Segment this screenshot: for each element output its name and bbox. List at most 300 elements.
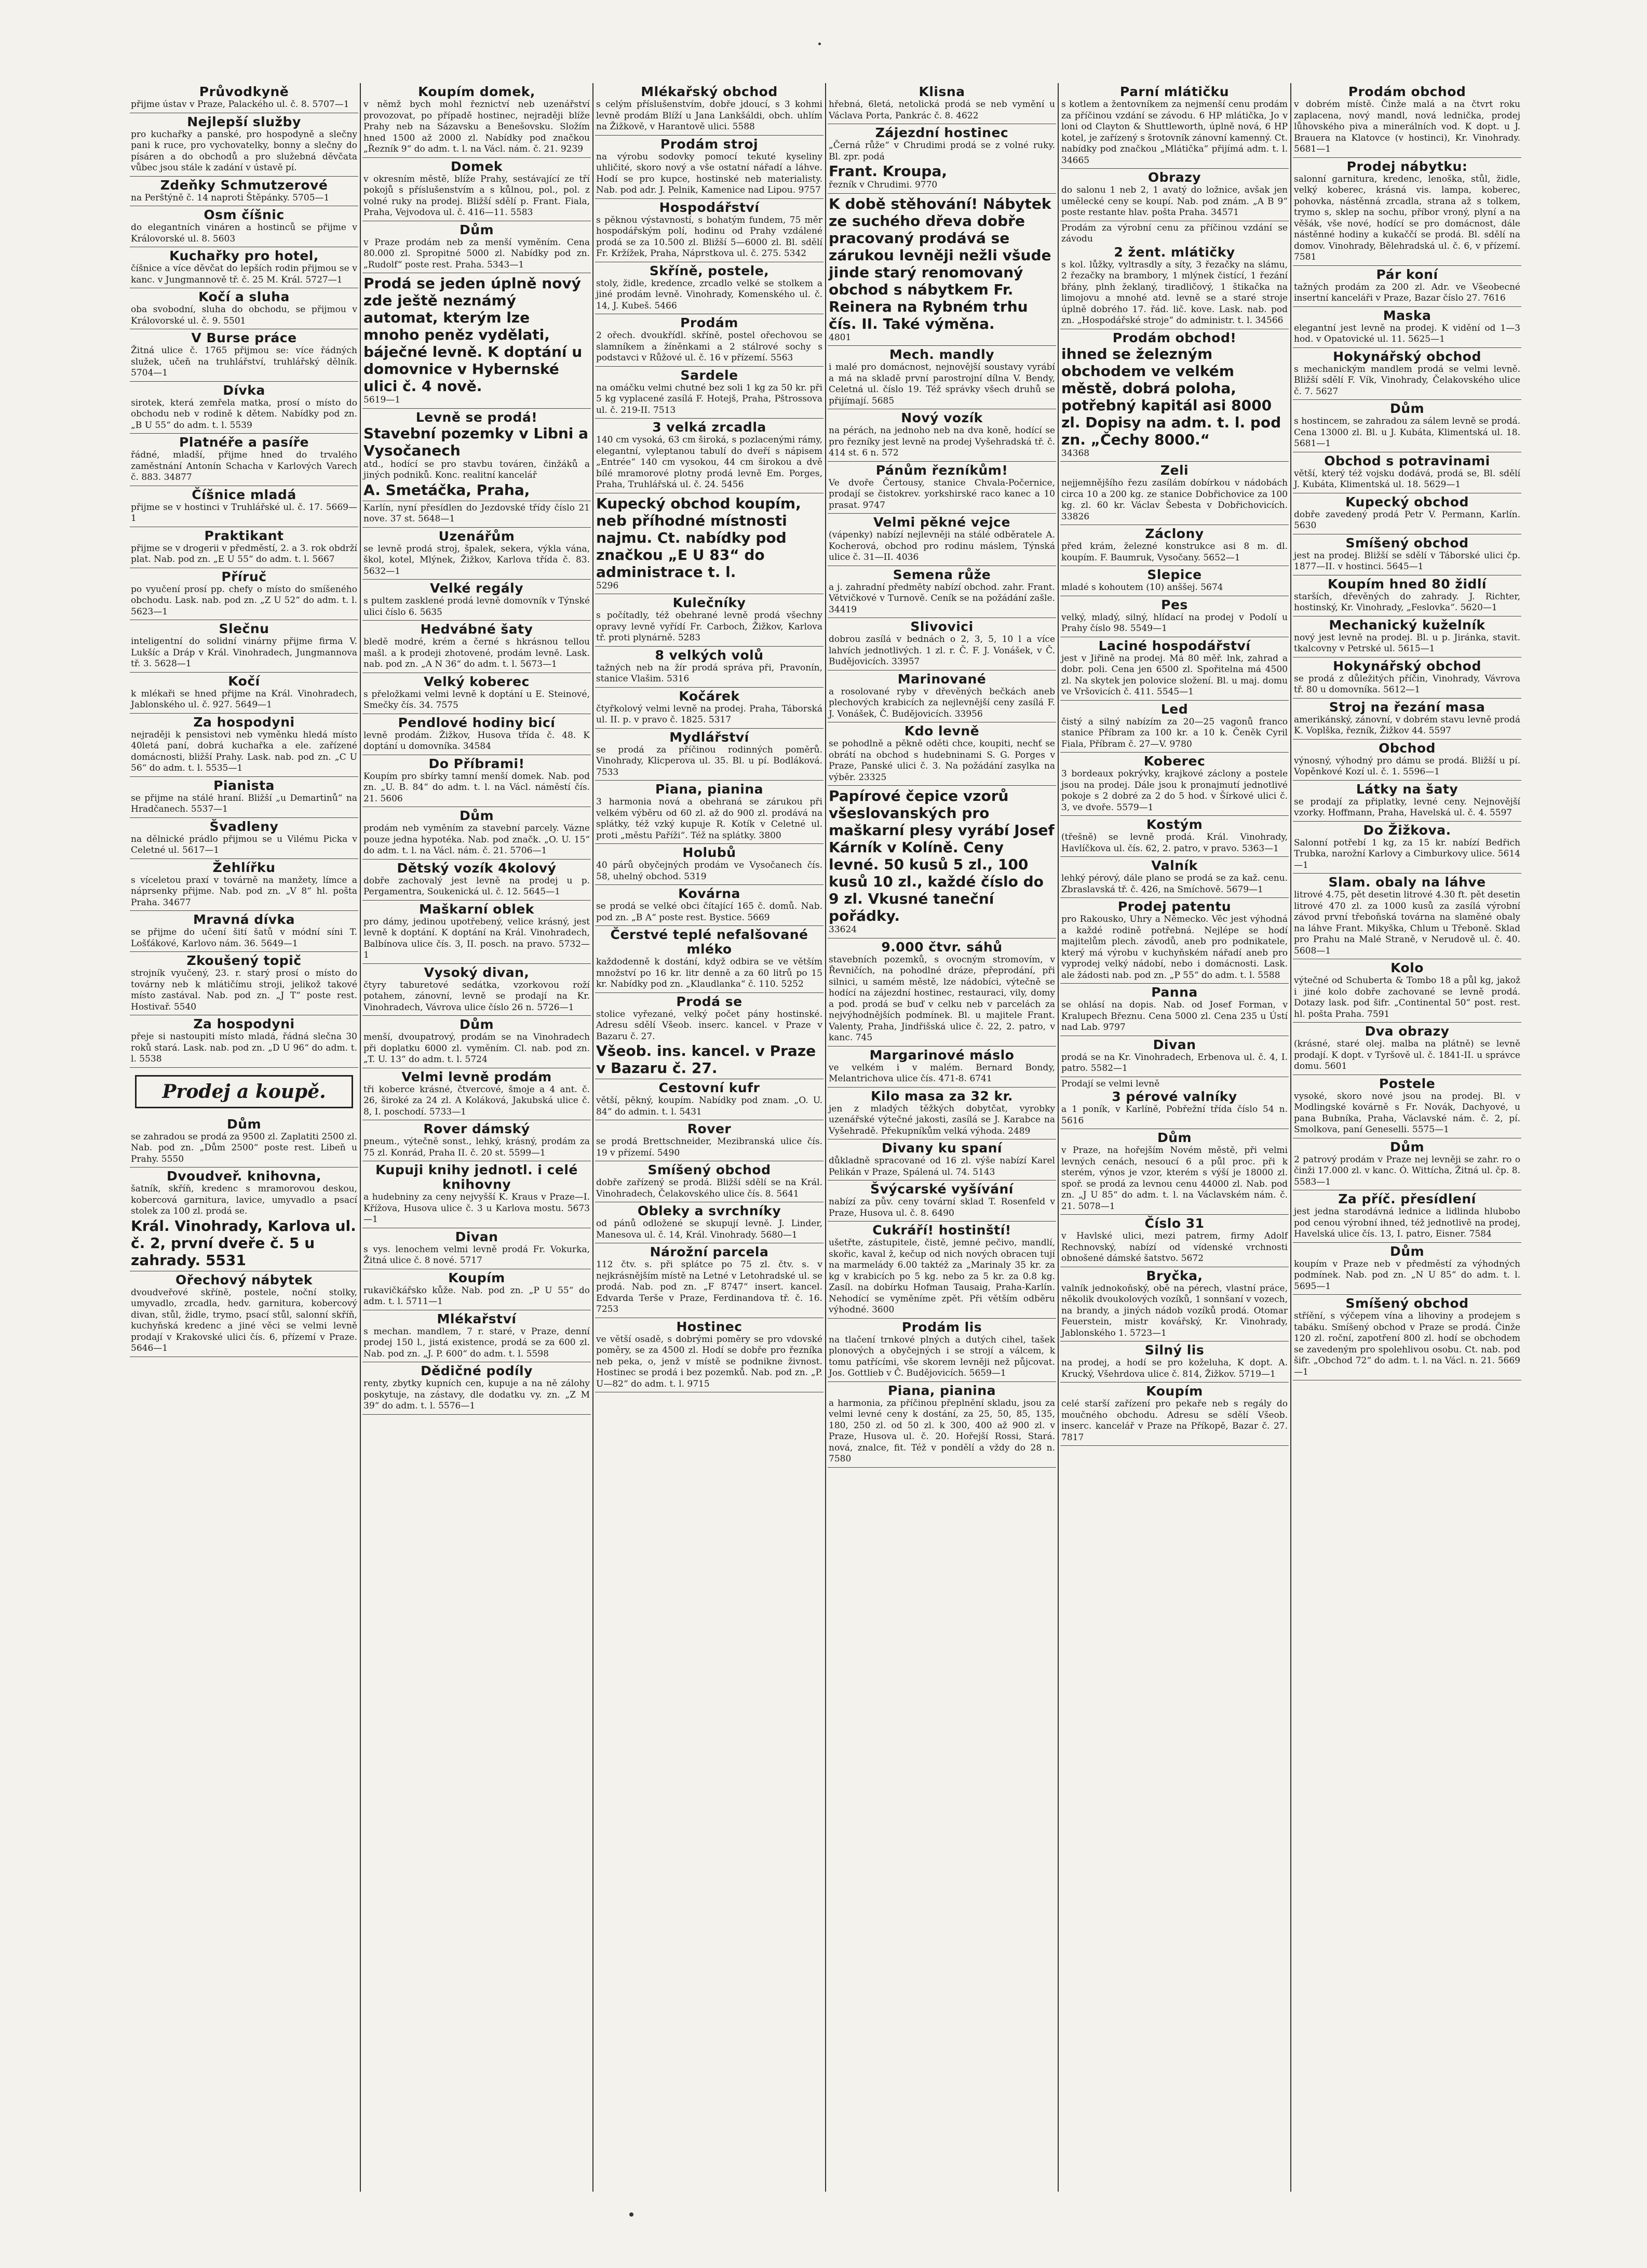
ad-body: 3 harmonia nová a obehraná se zárukou při velkém výběru od 60 zl. až do 900 zl. prodává na splátky, též vzký kupuje R. Kotík v Celetné ul. proti „městu Paříži“. Též na splátky. 3800 bbox=[596, 797, 822, 841]
classified-ad bbox=[595, 729, 824, 781]
ad-headline: Čerstvé teplé nefalšované mléko bbox=[610, 927, 808, 957]
ad-body: se prodá Brettschneider, Mezibranská ulice čís. 19 v přízemí. 5490 bbox=[596, 1136, 822, 1158]
ad-headline: Obrazy bbox=[1148, 170, 1202, 185]
ad-body: strojník vyučený, 23. r. starý prosí o místo do továrny neb k mlátičímu stroji, jelikož takové místo zastával. Nab. pod zn. „J T“ poste rest. Hostivař. 5540 bbox=[131, 968, 357, 1012]
ad-body: 5619—1 bbox=[363, 395, 401, 405]
ad-body: stoly, židle, kredence, zrcadlo velké se stolkem a jiné prodám levně. Vinohrady, Komenského ul. č. 14, J. Kubeš. 5466 bbox=[596, 278, 822, 311]
classified-ad bbox=[1060, 329, 1289, 462]
classified-ad bbox=[362, 221, 591, 274]
column-rule bbox=[1058, 83, 1059, 2192]
ad-headline: Semena růže bbox=[893, 567, 991, 582]
classified-ad bbox=[595, 262, 824, 315]
ad-body: s kotlem a žentovníkem za nejmenší cenu prodám za příčinou vzdání se závodu. 6 HP mlátička, Jo v loni od Clayton & Shuttleworth, úplně nová, 6 HP kotel, je zařízený s šrotovník zánovní kamenný. Ct. nabídky pod značkou „Mlátička“ přijímá adm. t. l. 34665 bbox=[1061, 99, 1288, 166]
ad-headline: Hokynářský obchod bbox=[1333, 658, 1481, 674]
classified-ad bbox=[130, 1015, 358, 1068]
classified-ad bbox=[130, 859, 358, 911]
ad-headline: Prodám obchod bbox=[1348, 84, 1466, 99]
ad-headline: Kuchařky pro hotel, bbox=[169, 248, 319, 263]
classified-ad bbox=[828, 670, 1056, 723]
classified-ad bbox=[362, 1068, 591, 1121]
ad-headline: Kočárek bbox=[679, 688, 740, 704]
ad-body: jest v Jiřině na prodej. Má 80 měř. lnk, zahrad a dobr. poli. Cena jen 6500 zl. Spořitelna má 4500 zl. Na skytek jen polovice složení. Bl. u maj. domu ve Vršovicích č. 411. 5545—1 bbox=[1061, 653, 1288, 697]
ad-headline: Obchod bbox=[1379, 740, 1436, 756]
ad-body: větší, pěkný, koupím. Nabídky pod znam. „O. U. 84“ do admin. t. l. 5431 bbox=[596, 1095, 822, 1117]
ad-headline: Dům bbox=[1389, 401, 1425, 416]
classified-ad bbox=[828, 618, 1056, 670]
ad-headline: Ořechový nábytek bbox=[175, 1272, 313, 1287]
ad-body: přijme se v drogerii v předměstí, 2. a 3. rok obdrží plat. Nab. pod zn. „E U 55“ do adm. t. l. 5667 bbox=[131, 543, 357, 565]
classified-ad bbox=[595, 493, 824, 595]
ad-headline: Klisna bbox=[919, 84, 965, 99]
ad-body: v Havlské ulici, mezi patrem, firmy Adolf Rechnovský, nabízí od vídenské vrchnosti obnošené dámské šatstvo. 5672 bbox=[1061, 1231, 1288, 1264]
classified-ad bbox=[1293, 1295, 1521, 1380]
ad-headline: Stroj na řezání masa bbox=[1329, 699, 1486, 715]
ad-body: elegantní jest levně na prodej. K vidění od 1—3 hod. v Opatovické ul. 11. 5625—1 bbox=[1294, 323, 1520, 344]
ad-body: sirotek, která zemřela matka, prosí o místo do obchodu neb v rodině k dětem. Nabídky pod zn. „B U 55“ do adm. t. l. 5539 bbox=[131, 397, 357, 431]
ad-body: s celým příslušenstvím, dobře jdoucí, s 3 kohmi levně prodám Blíží u Jana Lankšáldi, obch. uhlím na Žižkově, v Harantově ulici. 5588 bbox=[596, 99, 822, 132]
ad-headline: Velmi levně prodám bbox=[401, 1069, 552, 1084]
ad-body: 3 bordeaux pokrývky, krajkové záclony a postele jsou na prodej. Dále jsou k pronajmutí jednotlivé pokoje s 2 dobré za 2 do 5 hod. v Šírkové ulici č. 3, ve dvoře. 5579—1 bbox=[1061, 769, 1288, 813]
ad-headline: Hokynářský obchod bbox=[1333, 348, 1481, 364]
ad-headline: Kolo bbox=[1391, 960, 1424, 975]
ad-body: Salonní potřebí 1 kg, za 15 kr. nabízí Bedřich Trubka, narožní Karlovy a Cimburkovy ulice. 5614—1 bbox=[1294, 837, 1520, 870]
ad-headline: Rover dámský bbox=[423, 1121, 530, 1136]
classified-ad bbox=[1060, 1267, 1289, 1342]
classified-ad bbox=[130, 673, 358, 714]
ad-headline: Mydlářství bbox=[669, 729, 749, 745]
classified-ad bbox=[828, 1088, 1056, 1140]
ad-headline: Dům bbox=[1157, 1130, 1192, 1145]
ad-body: se zahradou se prodá za 9500 zl. Zaplatiti 2500 zl. Nab. pod zn. „Dům 2500“ poste rest. Libeň u Prahy. 5550 bbox=[131, 1131, 357, 1164]
ad-headline: Smíšený obchod bbox=[1345, 1296, 1469, 1311]
ad-headline: Sardele bbox=[680, 367, 738, 383]
classified-ad bbox=[1060, 462, 1289, 525]
classified-ad bbox=[362, 1310, 591, 1363]
ad-headline: Kočí a sluha bbox=[198, 289, 290, 304]
ad-body: větší, který též vojsku dodává, prodá se, Bl. sdělí J. Kubáta, Klimentská ul. 18. 5629—1 bbox=[1294, 468, 1520, 490]
ad-body: stavebních pozemků, s ovocným stromovím, v Řevničích, na pohodlné dráze, přeprodání, při silnici, u samém městě, lze nádobíci, výtečně se hodící na zájezdní hostinec, restauraci, vily, domy a pod. prodá se buď v celku neb v parcelách za nejvýhodnějších podmínek. Bl. u majitele Frant. Valenty, Praha, Jindřišská ulice č. 22, 2. patro, v kanc. 745 bbox=[829, 954, 1055, 1043]
ad-headline: Kulečníky bbox=[672, 595, 746, 610]
ad-headline: 3 velká zrcadla bbox=[652, 420, 766, 435]
classified-ad bbox=[828, 1319, 1056, 1382]
classified-ad bbox=[362, 273, 591, 409]
classified-ad bbox=[130, 1167, 358, 1271]
ad-headline: Pianista bbox=[213, 777, 275, 793]
ad-headline: Dívka bbox=[223, 382, 265, 398]
ad-headline: Pánům řezníkům! bbox=[875, 462, 1008, 478]
print-mark bbox=[629, 2212, 633, 2217]
ad-headline: Koberec bbox=[1143, 754, 1206, 769]
ad-headline: Rover bbox=[687, 1121, 732, 1136]
ad-body: dobře zavedený prodá Petr V. Permann, Karlín. 5630 bbox=[1294, 509, 1520, 531]
ad-body: celé starší zařízení pro pekaře neb s regály do moučného obchodu. Adresu se sdělí Všeob. inserc. kancelář v Praze na Příkopě, Bazar č. 27. 7817 bbox=[1061, 1399, 1288, 1443]
ad-body: 5296 bbox=[596, 580, 619, 591]
ad-headline: Smíšený obchod bbox=[1345, 535, 1469, 551]
ad-headline: Do Žižkova. bbox=[1363, 822, 1451, 838]
ad-body: přijme ústav v Praze, Palackého ul. č. 8. 5707—1 bbox=[131, 99, 349, 110]
classified-ad bbox=[362, 83, 591, 158]
column-rule bbox=[1290, 83, 1291, 2192]
ad-body: do elegantních vináren a hostinců se přijme v Královorské ul. 8. 5603 bbox=[131, 222, 357, 244]
classified-ad bbox=[362, 1016, 591, 1068]
classified-ad bbox=[828, 1139, 1056, 1180]
classified-ad bbox=[1293, 874, 1521, 959]
ad-headline: 9.000 čtvr. sáhů bbox=[881, 939, 1003, 955]
ad-body: „Černá růže“ v Chrudimi prodá se z volné ruky. Bl. zpr. podá bbox=[829, 140, 1055, 162]
ad-body: v dobrém místě. Činže malá a na čtvrt roku zaplacena, nový mandl, nová lednička, prodej lůhovského piva a minerálních vod. K dopt. u J. Brauera na Klatovce (v hostinci), Kr. Vinohrady. 5681—1 bbox=[1294, 99, 1520, 154]
classified-ad bbox=[362, 901, 591, 964]
ad-headline: Velmi pěkné vejce bbox=[873, 515, 1010, 530]
ad-body: na dělnické prádlo přijmou se u Vilému Picka v Celetné ul. 5617—1 bbox=[131, 834, 357, 855]
ad-headline: Číslo 31 bbox=[1144, 1216, 1205, 1231]
classified-ad bbox=[1293, 1190, 1521, 1243]
ad-body: Koupím pro sbírky tamní menší domek. Nab. pod zn. „U. B. 84“ do adm. t. l. na Václ. náměstí čís. 21. 5606 bbox=[363, 771, 590, 804]
ad-body: s vys. lenochem velmi levně prodá Fr. Vokurka, Žitná ulice č. 8 nové. 5717 bbox=[363, 1244, 590, 1266]
classified-ad bbox=[130, 1116, 358, 1168]
classified-ad bbox=[595, 647, 824, 688]
ad-headline: Dětský vozík 4kolový bbox=[397, 860, 557, 876]
classified-ad bbox=[1293, 1243, 1521, 1295]
ad-body: Ve dvoře Čertousy, stanice Chvala-Počernice, prodají se čistokrev. yorkshirské raco kanec a 10 prasat. 9747 bbox=[829, 477, 1055, 511]
ad-headline: Silný lis bbox=[1144, 1343, 1205, 1358]
classified-ad bbox=[130, 1271, 358, 1357]
classified-ad bbox=[1293, 452, 1521, 493]
classified-ad bbox=[1293, 266, 1521, 307]
ad-body: nabízí za pův. ceny tovární sklad T. Rosenfeld v Praze, Husova ul. č. 8. 6490 bbox=[829, 1197, 1055, 1218]
ad-body: nejjemnějšího řezu zasílám dobírkou v nádobách circa 10 a 200 kg. ze stanice Dobřichovice za 100 kg. zl. 60 kr. Václav Šebesta v Dobřichovicích. 33826 bbox=[1061, 478, 1288, 522]
ad-body: s mechanickým mandlem prodá se velmi levně. Bližší sdělí F. Vík, Vinohrady, Čelakovského ulice č. 7. 5627 bbox=[1294, 364, 1520, 397]
ad-headline: Dům bbox=[459, 1017, 494, 1032]
ad-headline: Praktikant bbox=[204, 528, 284, 543]
classified-ad bbox=[1060, 83, 1289, 169]
ad-body: Prodám za výrobní cenu za příčinou vzdání se závodu bbox=[1061, 222, 1288, 244]
ad-body: výnosný, výhodný pro dámu se prodá. Bližší u pí. Vopěnkové Kozí ul. č. 1. 5596—1 bbox=[1294, 755, 1520, 777]
ad-body: ve větší osadě, s dobrými poměry se pro vdovské poměry, se za 4500 zl. Hodí se dobře pro řezníka neb peka, o, jenž v místě se podnikne živnost. Hostinec se prodá i bez pozemků. Nab. pod zn. „P. U—82“ do adm. t. l. 9715 bbox=[596, 1334, 822, 1389]
classified-ad bbox=[1060, 525, 1289, 566]
ad-body: s pultem zasklené prodá levně domovník v Týnské ulici číslo 6. 5635 bbox=[363, 596, 590, 618]
classified-ad bbox=[130, 206, 358, 247]
ad-headline: Levně se prodá! bbox=[415, 409, 538, 425]
classified-ad bbox=[130, 113, 358, 177]
ad-body: každodenně k dostání, když odbira se ve větším množství po 16 kr. litr denně a za 60 litrů po 15 kr. Nabídky pod zn. „Klaudlanka“ č. 110. 5252 bbox=[596, 957, 822, 989]
classified-ad bbox=[828, 566, 1056, 619]
ad-headline: Zájezdní hostinec bbox=[875, 125, 1009, 140]
ad-body: k mlékaři se hned přijme na Král. Vinohradech, Jablonského ul. č. 927. 5649—1 bbox=[131, 688, 357, 710]
ad-headline: Margarinové máslo bbox=[869, 1047, 1015, 1063]
classified-ad bbox=[1293, 534, 1521, 575]
ad-body: starších, dřevěných do zahrady. J. Richter, hostinský, Kr. Vinohrady, „Feslovka“. 5620—1 bbox=[1294, 591, 1520, 613]
ad-headline: Hostinec bbox=[676, 1319, 743, 1334]
classified-ad bbox=[1293, 959, 1521, 1023]
ad-body: litrové 4.75, pět desetin litrové 4.30 ft. pět desetin litrové 470 zl. za 1000 kusů za zasílá výrobní závod první třeboňská továrna na slaměné obaly na láhve Frant. Mikyška, Chlum u Třeboně. Sklad pro Prahu na Malé Straně, v Nerudově ul. č. 40. 5608—1 bbox=[1294, 890, 1520, 956]
ad-display-text: Prodá se jeden úplně nový zde ještě neznámý automat, kterým lze mnoho peněz vydělati, báječné levně. K doptání u domovnice v Hybernské ulici č. 4 nově. bbox=[363, 275, 583, 395]
classified-ad bbox=[130, 247, 358, 288]
ad-display-text: Král. Vinohrady, Karlova ul. č. 2, první dveře č. 5 u zahrady. 5531 bbox=[131, 1217, 356, 1269]
ad-body: i malé pro domácnost, nejnovější soustavy vyrábí a má na skladě první parostrojní dílna V. Bendy, Celetná ul. číslo 19. Též správky všech druhů se přijímají. 5685 bbox=[829, 362, 1055, 406]
ad-body: a 1 poník, v Karlíně, Pobřežní třída číslo 54 n. 5616 bbox=[1061, 1104, 1288, 1126]
classified-ad bbox=[1293, 1138, 1521, 1191]
ad-body: přijme se v hostinci v Truhlářské ul. č. 17. 5669—1 bbox=[131, 502, 357, 524]
classified-ad bbox=[362, 501, 591, 528]
classified-ad bbox=[595, 885, 824, 926]
ad-body: čtyry taburetové sedátka, vzorkovou roží potahem, zánovní, levně se prodají na Kr. Vinohradech, Vávrova ulice číslo 26 n. 5726—1 bbox=[363, 979, 590, 1013]
classified-ad bbox=[362, 409, 591, 501]
classified-ad bbox=[595, 1243, 824, 1318]
classified-ad bbox=[1293, 699, 1521, 740]
classified-ad bbox=[130, 83, 358, 113]
column-rule bbox=[592, 83, 593, 2192]
ad-headline: Žehlířku bbox=[212, 860, 276, 875]
ad-body: tažných neb na žír prodá správa při, Pravonín, stanice Vlašim. 5316 bbox=[596, 662, 822, 684]
classified-ad bbox=[1293, 1075, 1521, 1138]
ad-headline: Prodej nábytku: bbox=[1346, 158, 1468, 174]
classified-ad bbox=[362, 964, 591, 1016]
ad-headline: Mechanický kuželník bbox=[1329, 617, 1486, 633]
ad-headline: Bryčka, bbox=[1146, 1268, 1203, 1283]
ad-body: tažných prodám za 200 zl. Adr. ve Všeobecné insertní kanceláři v Praze, Bazar číslo 27. 7616 bbox=[1294, 281, 1520, 303]
ad-headline: Valník bbox=[1151, 858, 1198, 873]
newspaper-page bbox=[130, 83, 1532, 2192]
ad-body: renty, zbytky kupních cen, kupuje a na ně zálohy poskytuje, na zástavy, dle dodatku vy. zn. „Z M 39“ do adm. t. l. 5576—1 bbox=[363, 1378, 590, 1411]
classified-ad bbox=[1293, 400, 1521, 452]
classified-ad bbox=[130, 568, 358, 621]
ad-headline: Dům bbox=[1389, 1243, 1425, 1259]
ad-body: nový jest levně na prodej. Bl. u p. Jiránka, stavit. tkalcovny v Petrské ul. 5615—1 bbox=[1294, 632, 1520, 654]
ad-headline: Prodám lis bbox=[901, 1319, 982, 1335]
ad-headline: Dům bbox=[1389, 1139, 1425, 1155]
ad-headline: Za hospodyni bbox=[193, 714, 295, 730]
classified-ad bbox=[595, 367, 824, 419]
ad-body: amerikánský, zánovní, v dobrém stavu levně prodá K. Voplška, řezník, Žižkov 44. 5597 bbox=[1294, 714, 1520, 736]
ad-headline: Kovárna bbox=[678, 886, 740, 901]
ad-body: s počítadly, též obehrané levně prodá všechny opravy levně vyřídí Fr. Carboch, Žižkov, Karlova tř. proti plynárně. 5283 bbox=[596, 610, 822, 643]
ad-body: šatník, skříň, kredenc s mramorovou deskou, kobercová garnitura, lavice, umyvadlo a psací stolek za 100 zl. prodá se. bbox=[131, 1184, 357, 1216]
classified-ad bbox=[595, 1120, 824, 1161]
ad-body: se levně prodá stroj, špalek, sekera, výkla vána, škol, kotel, Mlýnek, Žižkov, Karlova třída č. 83. 5632—1 bbox=[363, 543, 590, 576]
ad-body: řezník v Chrudimi. 9770 bbox=[829, 180, 938, 190]
classified-column bbox=[595, 83, 824, 2192]
ad-headline: Do Příbrami! bbox=[428, 756, 525, 771]
ad-body: na Perštýně č. 14 naproti Štěpánky. 5705—1 bbox=[131, 192, 330, 203]
ad-body: přeje si nastoupiti místo mladá, řádná slečna 30 roků stará. Lask. nab. pod zn. „D U 96“ do adm. t. l. 5538 bbox=[131, 1031, 357, 1064]
ad-body: a rosolované ryby v dřevěných bečkách aneb plechových krabicích za nejlevnější ceny zasílá F. J. Vonášek, Č. Budějovicích. 33956 bbox=[829, 686, 1055, 719]
ad-body: hřebná, 6letá, netolická prodá se neb vymění u Václava Porta, Pankrác č. 8. 4622 bbox=[829, 99, 1055, 121]
ad-body: dobrou zasílá v bednách o 2, 3, 5, 10 l a více lahvích jednotlivých. 1 zl. r. Č. F. J. Vonášek, v Č. Budějovicích. 33957 bbox=[829, 634, 1055, 667]
classified-ad bbox=[1060, 753, 1289, 816]
classified-ad bbox=[130, 818, 358, 859]
ad-headline: Pendlové hodiny bicí bbox=[398, 715, 556, 730]
ad-body: 34368 bbox=[1061, 448, 1090, 459]
ad-body: se ohlásí na dopis. Nab. od Josef Forman, v Kralupech Březnu. Cena 5000 zl. Cena 235 u Ústí nad Lab. 9797 bbox=[1061, 1000, 1288, 1032]
classified-ad bbox=[828, 1180, 1056, 1222]
ad-body: do salonu 1 neb 2, 1 avatý do ložnice, avšak jen umělecké ceny se koupí. Nab. pod znám. „A B 9“ poste restante hlav. pošta Praha. 34571 bbox=[1061, 185, 1288, 218]
ad-display-text: A. Smetáčka, Praha, bbox=[363, 481, 530, 499]
classified-ad bbox=[130, 952, 358, 1015]
classified-ad bbox=[1293, 822, 1521, 874]
ad-body: v Praze prodám neb za menší vyměním. Cena 80.000 zl. Spropitné 5000 zl. Nabídky pod zn. „Rudolf“ poste rest. Praha. 5343—1 bbox=[363, 237, 590, 270]
ad-headline: Velký koberec bbox=[424, 674, 530, 689]
ad-body: prodám neb vyměním za stavební parcely. Vázne pouze jedna hypotéka. Nab. pod značk. „O. U. 15“ do adm. t. l. na Václ. nám. č. 21. 5706—1 bbox=[363, 823, 590, 856]
ad-headline: Hospodářství bbox=[659, 199, 760, 215]
ad-headline: Dům bbox=[226, 1116, 262, 1132]
ad-body: inteligentní do solidní vinárny přijme firma V. Lukšíc a Dráp v Král. Vinohradech, Jungmannova tř. 3. 5628—1 bbox=[131, 636, 357, 669]
ad-headline: Uzenářům bbox=[438, 528, 515, 544]
classified-ad bbox=[595, 1202, 824, 1243]
classified-ad bbox=[1060, 816, 1289, 857]
classified-ad bbox=[828, 786, 1056, 938]
ad-display-text: Všeob. ins. kancel. v Praze v Bazaru č. 27. bbox=[596, 1042, 816, 1077]
ad-body: důkladně spracované od 16 zl. výše nabízí Karel Pelikán v Praze, Spálená ul. 74. 5143 bbox=[829, 1156, 1055, 1177]
ad-body: s pěknou výstavností, s bohatým fundem, 75 měr hospodářským polí, hodinu od Prahy vzdálené prodá se za 10.500 zl. Bližší 5—6000 zl. Bl. sdělí Fr. Kržížek, Praha, Náprstkova ul. č. 275. 5342 bbox=[596, 214, 822, 259]
classified-ad bbox=[1060, 1129, 1289, 1215]
ad-display-text: K době stěhování! Nábytek ze suchého dřeva dobře pracovaný prodává se zárukou levněji nežli všude jinde starý renomovaný obchod s nábytkem Fr. Reinera na Rybném trhu čís. II. Také výměna. bbox=[829, 195, 1051, 332]
classified-ad bbox=[1293, 781, 1521, 822]
ad-body: 2 patrový prodám v Praze nej levněji se zahr. ro o činži 17.000 zl. v kanc. Ó. Wittícha, Žitná ul. čp. 8. 5583—1 bbox=[1294, 1154, 1520, 1187]
classified-ad bbox=[1060, 1341, 1289, 1383]
ad-headline: Švýcarské vyšívání bbox=[870, 1182, 1014, 1197]
ad-headline: Osm číšnic bbox=[204, 207, 285, 222]
ad-body: ušetřte, zástupitele, čistě, jemné pečivo, mandlí, skořic, kaval ž, kečup od nich nových obracen tují na marmelády 6.00 taktéž za „Marinaly 35 kr. za kg v krabicích po 5 kg. nebo za 5 kr. za 0.8 kg. Zasíl. na dobírku Hofman Tausaig, Praha-Karlín. Nehodící se vyměníme zpět. Při větším odběru výhodné. 3600 bbox=[829, 1238, 1055, 1315]
ad-body: dvoudveřové skříně, postele, noční stolky, umyvadlo, zrcadla, hedv. garnitura, kobercový divan, stůl, židle, trymo, psací stůl, salonní skříň, kuchyňská kredenc a jiné věci se velmi levně prodají v Krakovské ulici čís. 6, přízemí v Praze. 5646—1 bbox=[131, 1287, 357, 1353]
ad-headline: Laciné hospodářství bbox=[1098, 638, 1251, 653]
ad-body: na výrobu sodovky pomocí tekuté kyseliny uhličité, skoro nový a vše ostatní nářadí a láhve. Hodí se pro kupce, hostinské neb materialisty. Nab. pod adr. J. Pelnik, Kamenice nad Lipou. 9757 bbox=[596, 151, 822, 195]
ad-headline: Divany ku spaní bbox=[882, 1140, 1002, 1156]
ad-headline: Nejlepší služby bbox=[187, 114, 301, 129]
ad-headline: Koupím bbox=[448, 1270, 505, 1285]
classified-ad bbox=[1060, 701, 1289, 753]
ad-body: vysoké, skoro nové jsou na prodej. Bl. v Modlingské kovárně s Fr. Novák, Dachyové, u pana Bubníka, Praha, Václavské nám. č. 2, pí. Smolkova, paní Geneselli. 5575—1 bbox=[1294, 1091, 1520, 1135]
ad-body: v okresním městě, blíže Prahy, sestávající ze tří pokojů s příslušenstvím a s kůlnou, pol., pol. z volné ruky na prodej. Bližší sdělí p. Frant. Fiala, Praha, Vejvodova ul. č. 416—11. 5583 bbox=[363, 173, 590, 218]
ad-headline: Platnéře a pasíře bbox=[179, 435, 309, 450]
classified-ad bbox=[828, 1046, 1056, 1088]
ad-headline: Zdeňky Schmutzerové bbox=[160, 177, 328, 193]
ad-body: s mechan. mandlem, 7 r. staré, v Praze, denní prodej 150 l., jistá existence, prodá se za 600 zl. Nab. pod zn. „J. P. 600“ do adm. t. l. 5598 bbox=[363, 1326, 590, 1359]
ad-body: Žitná ulice č. 1765 přijmou se: více řádných služek, učeň na truhlářství, truhlářský dělník. 5704—1 bbox=[131, 345, 357, 378]
ad-headline: Mech. mandly bbox=[889, 347, 995, 362]
ad-headline: Obleky a svrchníky bbox=[637, 1203, 781, 1218]
ad-headline: Vysoký divan, bbox=[424, 964, 530, 980]
classified-ad bbox=[1293, 83, 1521, 158]
ad-headline: 2 žent. mlátičky bbox=[1114, 244, 1235, 260]
classified-ad bbox=[595, 844, 824, 885]
classified-ad bbox=[362, 621, 591, 673]
classified-ad bbox=[1060, 1077, 1289, 1130]
ad-headline: Koupím hned 80 židlí bbox=[1328, 576, 1487, 592]
classified-column bbox=[130, 83, 358, 2192]
ad-body: 40 párů obyčejných prodám ve Vysočanech čís. 58, uhelný obchod. 5319 bbox=[596, 860, 822, 882]
classified-ad bbox=[1060, 221, 1289, 329]
ad-headline: Maska bbox=[1383, 307, 1432, 323]
ad-body: rukavičkářsko kůže. Nab. pod zn. „P U 55“ do adm. t. l. 5711—1 bbox=[363, 1285, 590, 1307]
classified-ad bbox=[595, 993, 824, 1080]
ad-body: od pánů odložené se skupují levně. J. Linder, Manesova ul. č. 14, Král. Vinohrady. 5680—1 bbox=[596, 1218, 822, 1240]
classified-ad bbox=[828, 409, 1056, 462]
ad-headline: Koupím domek, bbox=[418, 84, 535, 99]
ad-headline: Led bbox=[1160, 701, 1189, 717]
ad-headline: Zeli bbox=[1160, 463, 1189, 478]
column-rule bbox=[825, 83, 826, 2192]
classified-ad bbox=[362, 755, 591, 808]
ad-body: čistý a silný nabízím za 20—25 vagonů franco stanice Příbram za 100 kr. a 10 k. Čeněk Cyril Fiala, Příbram č. 27—V. 9780 bbox=[1061, 716, 1288, 749]
ad-display-text: Frant. Kroupa, bbox=[829, 163, 947, 180]
ad-headline: Dva obrazy bbox=[1365, 1024, 1450, 1039]
ad-headline: Postele bbox=[1379, 1076, 1436, 1091]
classified-ad bbox=[828, 938, 1056, 1046]
ad-body: oba svobodní, sluha do obchodu, se přijmou v Královorské ul. č. 9. 5501 bbox=[131, 304, 357, 326]
ad-headline: 8 velkých volů bbox=[655, 647, 764, 663]
ad-body: stříění, s výčepem vína a lihoviny a prodejem s tabáku. Smíšený obchod v Praze se prodá. Činže 120 zl. roční, zapotření 800 zl. hodí se obchodem se zavedeným pro spolehlivou osobu. Ct. nab. pod šifr. „Obchod 72“ do adm. t. l. na Václ. n. 21. 5669—1 bbox=[1294, 1311, 1520, 1377]
ad-body: s víceletou praxí v továrně na manžety, límce a náprsenky přijme. Nab. pod zn. „V 8“ hl. pošta Praha. 34677 bbox=[131, 875, 357, 908]
classified-ad bbox=[1293, 307, 1521, 348]
ad-body: na pérách, na jednoho neb na dva koně, hodící se pro řezníky jest levně na prodej Vyšehradská tř. č. 414 st. 6 n. 572 bbox=[829, 425, 1055, 458]
ad-headline: Za hospodyni bbox=[193, 1016, 295, 1031]
classified-ad bbox=[1060, 898, 1289, 984]
ad-headline: 3 pérové valníky bbox=[1112, 1089, 1237, 1104]
classified-ad bbox=[1060, 857, 1289, 898]
ad-headline: Švadleny bbox=[209, 818, 279, 834]
ad-body: se prodá se velké obci čítající 165 č. domů. Nab. pod zn. „B A“ poste rest. Bystice. 5669 bbox=[596, 901, 822, 923]
classified-ad bbox=[595, 199, 824, 262]
ad-body: a harmonia, za příčinou přeplnění skladu, jsou za velmi levné ceny k dostání, za 25, 50, 85, 135, 180, 250 zl. od 50 zl. k 300, 400 až 900 zl. v Praze, Husova ul. č. 20. Hořejší Rossi, Stará. nová, znalce, fit. Též v pondělí a vždy do 28 n. 7580 bbox=[829, 1398, 1055, 1464]
ad-body: 33624 bbox=[829, 924, 857, 935]
ad-headline: Prodám obchod! bbox=[1112, 330, 1237, 345]
ad-body: levně prodám. Žižkov, Husova třída č. 48. K doptání u domovníka. 34584 bbox=[363, 730, 590, 751]
classified-column bbox=[362, 83, 591, 2192]
classified-ad bbox=[362, 158, 591, 221]
ad-body: na tlačení trnkové plných a dutých cihel, tašek plonových a obyčejných i se strojí a válcem, k tomu patřícími, vše skorem levněji než půjcovat. Jos. Gottlieb v Č. Budějovicích. 5659—1 bbox=[829, 1334, 1055, 1378]
ad-body: pro Rakousko, Uhry a Německo. Věc jest výhodná a každé rodině potřebná. Nejlépe se hodí majitelům plech. závodů, aneb pro podnikatele, který má výrobu v kuchyňském nářadí aneb pro vyprodej velký nádobí, nebo i domácnosti. Lask. ale žádosti nab. pod zn. „P 55“ do adm. t. l. 5588 bbox=[1061, 914, 1288, 981]
classified-ad bbox=[1060, 637, 1289, 701]
ad-body: (krásné, staré olej. malba na plátně) se levně prodají. K dopt. v Tyršově ul. č. 1841-II. u správce domu. 5601 bbox=[1294, 1039, 1520, 1071]
ad-headline: Marinované bbox=[897, 671, 987, 687]
ad-body: menší, dvoupatrový, prodám se na Vinohradech při doplatku 6000 zl. vyměním. Cl. nab. pod zn. „T. U. 13“ do adm. t. l. 5724 bbox=[363, 1032, 590, 1065]
ad-body: se prodají za připlatky, levné ceny. Nejnovější vzorky. Hoffmann, Praha, Havelská ul. č. 4. 5597 bbox=[1294, 796, 1520, 818]
ad-body: řádné, mladší, přijme hned do trvalého zaměstnání Antonín Schacha v Karlových Varech č. 883. 34877 bbox=[131, 450, 357, 482]
ad-body: tři koberce krásné, čtvercové, šmoje a 4 ant. č. 26, široké za 24 zl. A Koláková, Jakubská ulice č. 8, I. poschodí. 5733—1 bbox=[363, 1084, 590, 1117]
classified-ad bbox=[362, 807, 591, 860]
ad-headline: Kočí bbox=[228, 673, 260, 689]
classified-ad bbox=[1293, 740, 1521, 781]
ad-headline: Látky na šaty bbox=[1356, 781, 1459, 797]
classified-ad bbox=[828, 194, 1056, 346]
classified-ad bbox=[828, 514, 1056, 566]
ad-headline: V Burse práce bbox=[191, 330, 297, 345]
ad-headline: Záclony bbox=[1145, 526, 1204, 541]
classified-ad bbox=[1060, 1383, 1289, 1446]
ad-body: jest jedna starodávná lednice a lidlinda hlubobo pod cenou výrobní ihned, též jednotlivě na prodej, Havelská ulice čís. 13, I. patro, Eisner. 7584 bbox=[1294, 1206, 1520, 1239]
ad-body: pro dámy, jedinou upotřebený, velice krásný, jest levně k doptání. K doptání na Král. Vinohradech, Balbínova ulice čís. 3, II. posch. na pravo. 5732—1 bbox=[363, 916, 590, 960]
classified-ad bbox=[130, 777, 358, 818]
classified-ad bbox=[595, 688, 824, 729]
ad-body: 112 čtv. s. při splátce po 75 zl. čtv. s. v nejkrásnějším místě na Letné v Letohradské ul. se prodá. Nab. pod zn. „F 8747“ insert. kancel. Edvarda Terše v Praze, Ferdinandova tř. č. 16. 7253 bbox=[596, 1259, 822, 1314]
ad-headline: Příruč bbox=[221, 569, 267, 584]
ad-body: se přijme do učení šití šatů v módní síni T. Lošťákové, Karlovo nám. 36. 5649—1 bbox=[131, 927, 357, 949]
ad-headline: Maškarní oblek bbox=[419, 901, 534, 917]
classified-ad bbox=[828, 722, 1056, 786]
ad-body: valník jednokoňský, obě na pérech, vlastní práce, několik dvoukolových vozíků, 1 sonnšaní v vozech, na brandy, a jiných nádob vozíků prodá. Otomar Feuerstein, mistr kovářský, Kr. Vinohrady, Jablonského 1. 5723—1 bbox=[1061, 1283, 1288, 1338]
column-rule bbox=[360, 83, 361, 2192]
classified-ad bbox=[828, 1222, 1056, 1319]
ad-body: jen z mladých těžkých dobytčat, vyrobky uzenářské výtečné jakosti, zasílá se J. Karabce na Vyšehradě. Překupníkům velká výhoda. 2489 bbox=[829, 1103, 1055, 1136]
ad-headline: Skříně, postele, bbox=[649, 263, 770, 278]
ad-body: ve velkém i v malém. Bernard Bondy, Melantrichova ulice čís. 471-8. 6741 bbox=[829, 1062, 1055, 1084]
ad-headline: Kdo levně bbox=[904, 723, 980, 739]
ad-body: dobře zachovalý jest levně na prodej u p. Pergamentra, Soukenická ul. č. 12. 5645—1 bbox=[363, 875, 590, 897]
classified-ad bbox=[130, 177, 358, 207]
classified-column bbox=[1293, 83, 1521, 2192]
classified-ad bbox=[1293, 657, 1521, 699]
ad-body: bledě modré, krém a černé s hkrásnou tellou mašl. a k prodeji zhotovené, prodám levně. Lask. nab. pod zn. „A N 36“ do adm. t. l. 5673—1 bbox=[363, 637, 590, 669]
